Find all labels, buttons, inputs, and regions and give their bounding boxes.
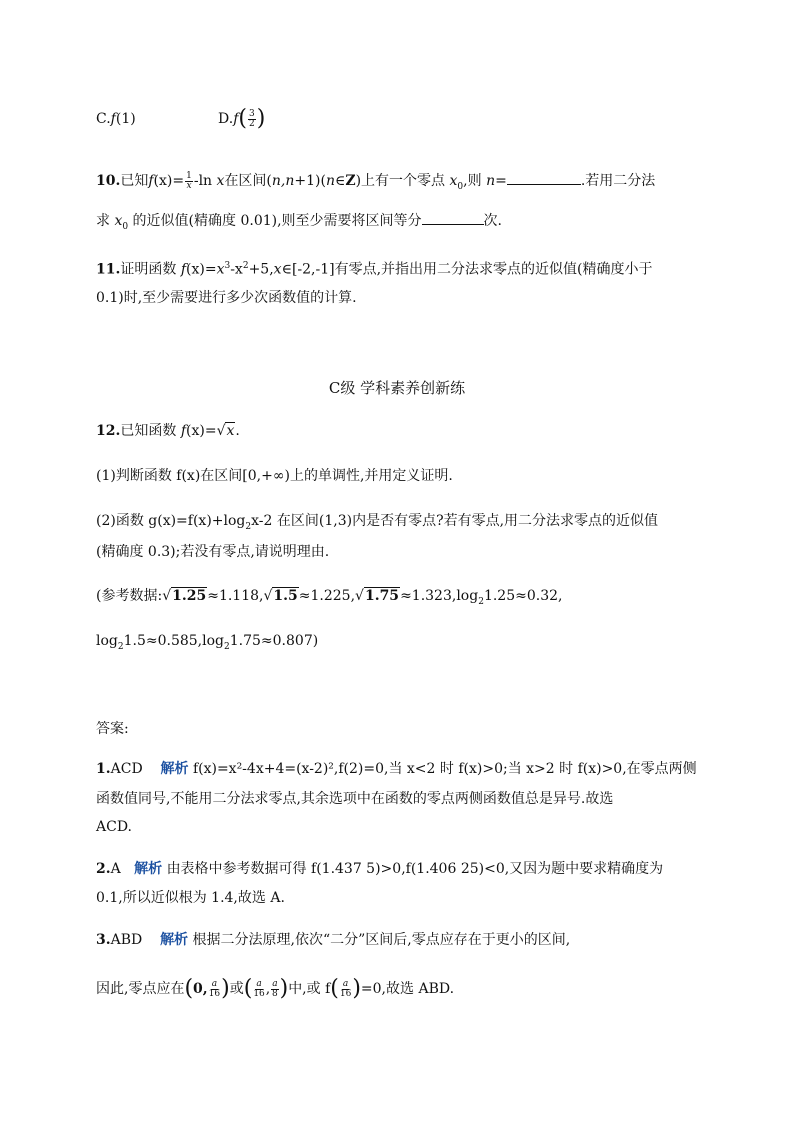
question-12-part-2-line-2: (精确度 0.3);若没有零点,请说明理由. bbox=[96, 544, 330, 560]
square-root: √1.25 bbox=[162, 588, 207, 604]
q9-option-c: C.f(1) bbox=[96, 111, 136, 127]
answer-1-line-3: ACD. bbox=[96, 819, 132, 835]
fraction: $\frac{3}{2}$ bbox=[248, 108, 255, 129]
reference-data-line-1: (参考数据$:√1.25\approx 1.118,√1.5\approx 1.225,√1.75\approx 1.323,\log_21.25\approx 0.32$, bbox=[96, 585, 562, 613]
answer-3-line-1: 3.ABD 解析 根据二分法原理,依次“二分”区间后,零点应存在于更小的区间, bbox=[96, 932, 571, 948]
answer-2-line-1: 2.A 解析 由表格中参考数据可得 f(1.437 5)>0,f(1.406 25)<0,又因为题中要求精确度为 bbox=[96, 861, 664, 877]
question-12-part-2-line-1: (2)函数 $g(x)=f(x)+\log_2x-2$ 在区间(1,3)内是否有零点?若有零点,用二分法求零点的近似值 bbox=[96, 513, 659, 532]
square-root: √1.75 bbox=[355, 588, 400, 604]
question-12-line-1: 12.已知函数 f(x)=√x. bbox=[96, 420, 240, 442]
question-10-line-1: 10.已知f(x)= $\frac{1}{x}$ -ln x在区间(n,n+1)(n∈Z)上有一个零点 $x_0$,则 n= .若用二分法 bbox=[96, 170, 656, 192]
fraction: $\frac{1}{x}$ bbox=[186, 170, 192, 191]
question-12-part-1: (1)判断函数 f(x)在区间[0,+∞)上的单调性,并用定义证明. bbox=[96, 468, 453, 484]
answer-blank[interactable] bbox=[507, 170, 581, 185]
fraction: $\frac{a}{8}$ bbox=[272, 978, 278, 999]
section-title: C级 学科素养创新练 bbox=[328, 379, 466, 397]
answers-heading: 答案: bbox=[96, 721, 129, 737]
analysis-tag: 解析 bbox=[160, 932, 189, 948]
answer-2-line-2: 0.1,所以近似根为 1.4,故选 A. bbox=[96, 890, 285, 906]
answer-3-line-2: 因此,零点应在(0, $\frac{a}{16}$ )或( $\frac{a}{16}$ , $\frac{a}{8}$ )中,或 f( $\frac{a}{16}$ )=0,故选 ABD. bbox=[96, 976, 455, 1001]
answer-1-line-2: 函数值同号,不能用二分法求零点,其余选项中在函数的零点两侧函数值总是异号.故选 bbox=[96, 791, 614, 807]
analysis-tag: 解析 bbox=[160, 761, 189, 777]
analysis-tag: 解析 bbox=[134, 861, 163, 877]
question-11-line-1: 11.证明函数 $f(x)=x^3-x^2+5,x\in[-2,-1]$有零点,并指出用二分法求零点的近似值(精确度小于 bbox=[96, 261, 653, 278]
fraction: $\frac{a}{16}$ bbox=[208, 978, 221, 999]
q9-option-d: D.f( $\frac{3}{2}$ ) bbox=[218, 106, 266, 131]
answer-1-line-1: 1.ACD 解析 f(x)=x²-4x+4=(x-2)²,f(2)=0,当 x<2 时 f(x)>0;当 x>2 时 f(x)>0,在零点两侧 bbox=[96, 761, 697, 777]
square-root: √x bbox=[216, 423, 235, 439]
question-10-line-2: 求 $x_0$ 的近似值(精确度 0.01),则至少需要将区间等分 次. bbox=[96, 210, 502, 238]
reference-data-line-2: $\log_21.5\approx 0.585,\log_21.75\approx 0.807$) bbox=[96, 633, 319, 652]
fraction: $\frac{a}{16}$ bbox=[339, 978, 352, 999]
fraction: $\frac{a}{16}$ bbox=[253, 978, 265, 999]
square-root: √1.5 bbox=[263, 588, 298, 604]
question-11-line-2: 0.1)时,至少需要进行多少次函数值的计算. bbox=[96, 290, 357, 306]
answer-blank[interactable] bbox=[422, 210, 484, 225]
